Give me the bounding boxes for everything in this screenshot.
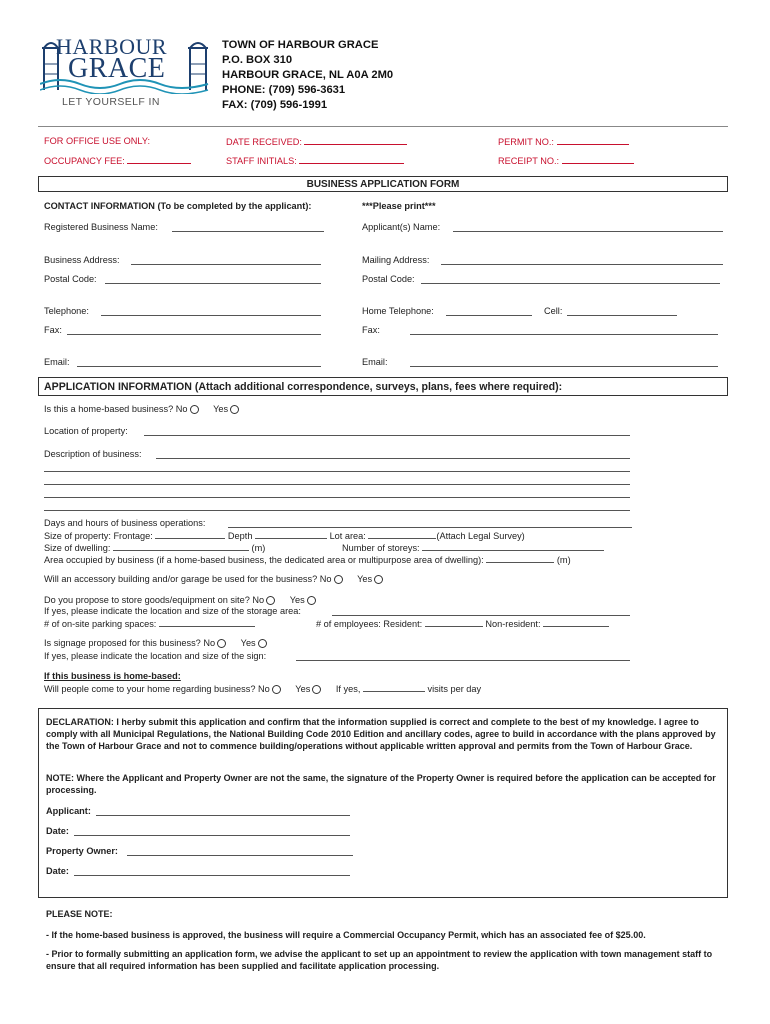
receipt-no-label: RECEIPT NO.: — [498, 155, 634, 167]
please-print-note: ***Please print*** — [362, 201, 436, 211]
town-address — [222, 38, 393, 113]
occupancy-fee-label: OCCUPANCY FEE: — [44, 155, 191, 167]
date-received-label: DATE RECEIVED: — [226, 136, 407, 148]
number-storeys-row: Number of storeys: — [342, 542, 604, 554]
email-right-label: Email: — [362, 357, 388, 367]
visits-per-day-field[interactable] — [363, 683, 425, 692]
telephone-label: Telephone: — [44, 306, 89, 316]
application-heading: APPLICATION INFORMATION (Attach additional correspondence, surveys, plans, fees where required): — [44, 381, 563, 393]
size-dwelling-field[interactable] — [113, 542, 249, 551]
form-title: BUSINESS APPLICATION FORM — [306, 179, 460, 190]
email-right-field[interactable] — [410, 366, 718, 367]
email-left-label: Email: — [44, 357, 70, 367]
fax-right-label: Fax: — [362, 325, 380, 335]
applicant-name-label: Applicant(s) Name: — [362, 222, 441, 232]
description-field-5[interactable] — [44, 510, 630, 511]
parking-spaces-field[interactable] — [159, 618, 255, 627]
if-home-based-heading: If this business is home-based: — [44, 671, 181, 681]
employees-row: # of employees: Resident: Non-resident: — [316, 618, 609, 630]
please-note-heading: PLEASE NOTE: — [46, 909, 113, 919]
signage-no-radio[interactable] — [217, 639, 226, 648]
storage-if-yes-label: If yes, please indicate the location and size of the storage area: — [44, 606, 301, 616]
staff-initials-field[interactable] — [299, 155, 404, 164]
applicant-signature-label: Applicant: — [46, 806, 91, 816]
please-note-item-1: - If the home-based business is approved, the business will require a Commercial Occupancy Permit, which has an associated fee of $25.00. — [46, 930, 646, 940]
postal-code-right-label: Postal Code: — [362, 274, 415, 284]
signage-location-field[interactable] — [296, 660, 630, 661]
mailing-address-field[interactable] — [441, 264, 723, 265]
email-left-field[interactable] — [77, 366, 321, 367]
days-hours-field[interactable] — [228, 527, 632, 528]
occupancy-fee-field[interactable] — [127, 155, 191, 164]
date-1-field[interactable] — [74, 835, 350, 836]
applicant-name-field[interactable] — [453, 231, 723, 232]
accessory-yes-radio[interactable] — [374, 575, 383, 584]
people-come-question: Will people come to your home regarding business? No Yes If yes, visits per day — [44, 684, 482, 694]
telephone-field[interactable] — [101, 315, 321, 316]
home-based-question: Is this a home-based business? No Yes — [44, 404, 241, 415]
days-hours-label: Days and hours of business operations: — [44, 518, 206, 528]
logo-tagline: LET YOURSELF IN — [62, 96, 160, 108]
staff-initials-label: STAFF INITIALS: — [226, 155, 404, 167]
declaration-note: NOTE: Where the Applicant and Property Owner are not the same, the signature of the Property Owner is required before the application can be accepted for processing. — [46, 773, 716, 795]
description-field-1[interactable] — [156, 458, 630, 459]
please-note-item-2: - Prior to formally submitting an application form, we advise the applicant to set up an appointment to review the application with town management staff to ensure that all required information has been supplied and facilitate application processing. — [46, 949, 713, 971]
home-telephone-label: Home Telephone: — [362, 306, 434, 316]
frontage-field[interactable] — [155, 530, 225, 539]
address-line-4: PHONE: (709) 596-3631 — [222, 84, 346, 96]
mailing-address-label: Mailing Address: — [362, 255, 430, 265]
description-field-3[interactable] — [44, 484, 630, 485]
date-2-field[interactable] — [74, 875, 350, 876]
permit-no-label: PERMIT NO.: — [498, 136, 629, 148]
office-use-label: FOR OFFICE USE ONLY: — [44, 136, 151, 146]
fax-right-field[interactable] — [410, 334, 718, 335]
fax-left-field[interactable] — [67, 334, 321, 335]
date-2-label: Date: — [46, 866, 69, 876]
address-line-3: HARBOUR GRACE, NL A0A 2M0 — [222, 69, 394, 81]
header-divider — [38, 126, 728, 127]
description-field-2[interactable] — [44, 471, 630, 472]
people-come-yes-radio[interactable] — [312, 685, 321, 694]
applicant-signature-field[interactable] — [96, 815, 350, 816]
number-storeys-field[interactable] — [422, 542, 604, 551]
receipt-no-field[interactable] — [562, 155, 634, 164]
date-1-label: Date: — [46, 826, 69, 836]
permit-no-field[interactable] — [557, 136, 629, 145]
address-line-1: TOWN OF HARBOUR GRACE — [222, 39, 379, 51]
accessory-no-radio[interactable] — [334, 575, 343, 584]
people-come-no-radio[interactable] — [272, 685, 281, 694]
fax-left-label: Fax: — [44, 325, 62, 335]
postal-code-right-field[interactable] — [421, 283, 720, 284]
logo-word-harbour: HARBOUR — [56, 34, 168, 59]
registered-business-name-label: Registered Business Name: — [44, 222, 158, 232]
store-goods-question: Do you propose to store goods/equipment on site? No Yes — [44, 595, 318, 606]
size-property-row: Size of property: Frontage: Depth Lot area: (Attach Legal Survey) — [44, 531, 525, 541]
accessory-building-question: Will an accessory building and/or garage be used for the business? No Yes — [44, 574, 385, 585]
storage-location-field[interactable] — [332, 615, 630, 616]
employees-nonresident-field[interactable] — [543, 618, 609, 627]
cell-label: Cell: — [544, 306, 563, 316]
depth-field[interactable] — [255, 530, 327, 539]
property-owner-signature-label: Property Owner: — [46, 846, 118, 856]
registered-business-name-field[interactable] — [172, 231, 324, 232]
store-goods-yes-radio[interactable] — [307, 596, 316, 605]
lot-area-field[interactable] — [368, 530, 436, 539]
postal-code-left-field[interactable] — [105, 283, 321, 284]
cell-field[interactable] — [567, 315, 677, 316]
parking-row: # of on-site parking spaces: — [44, 618, 255, 630]
contact-heading: CONTACT INFORMATION (To be completed by the applicant): — [44, 201, 312, 211]
address-line-5: FAX: (709) 596-1991 — [222, 99, 328, 111]
business-address-field[interactable] — [131, 264, 321, 265]
area-occupied-row: Area occupied by business (if a home-based business, the dedicated area or multipurpose area of dwelling): (m) — [44, 555, 571, 565]
town-logo — [40, 34, 212, 112]
signage-if-yes-label: If yes, please indicate the location and size of the sign: — [44, 651, 267, 661]
postal-code-left-label: Postal Code: — [44, 274, 97, 284]
employees-resident-field[interactable] — [425, 618, 483, 627]
description-field-4[interactable] — [44, 497, 630, 498]
date-received-field[interactable] — [304, 136, 407, 145]
declaration-text: DECLARATION: I herby submit this application and confirm that the information supplied is correct and complete to the best of my knowledge. I agree to comply with all Municipal Regulations, the National Building Code 2010 Edition and ancillary codes, agree to build in accordance with the plans approved by the Town of Harbour Grace and not to commence building/operations without applicable written approval and permits from the Town of Harbour Grace. — [46, 717, 716, 751]
signage-yes-radio[interactable] — [258, 639, 267, 648]
size-dwelling-row: Size of dwelling: (m) — [44, 543, 266, 553]
signage-question: Is signage proposed for this business? No Yes — [44, 638, 269, 649]
location-field[interactable] — [144, 435, 630, 436]
home-based-no-radio[interactable] — [190, 405, 199, 414]
home-based-yes-radio[interactable] — [230, 405, 239, 414]
store-goods-no-radio[interactable] — [266, 596, 275, 605]
property-owner-signature-field[interactable] — [127, 855, 353, 856]
description-label: Description of business: — [44, 449, 142, 459]
address-line-2: P.O. BOX 310 — [222, 54, 293, 66]
location-label: Location of property: — [44, 426, 128, 436]
business-address-label: Business Address: — [44, 255, 120, 265]
home-telephone-field[interactable] — [446, 315, 532, 316]
area-occupied-field[interactable] — [486, 554, 554, 563]
logo-word-grace: GRACE — [68, 53, 166, 84]
